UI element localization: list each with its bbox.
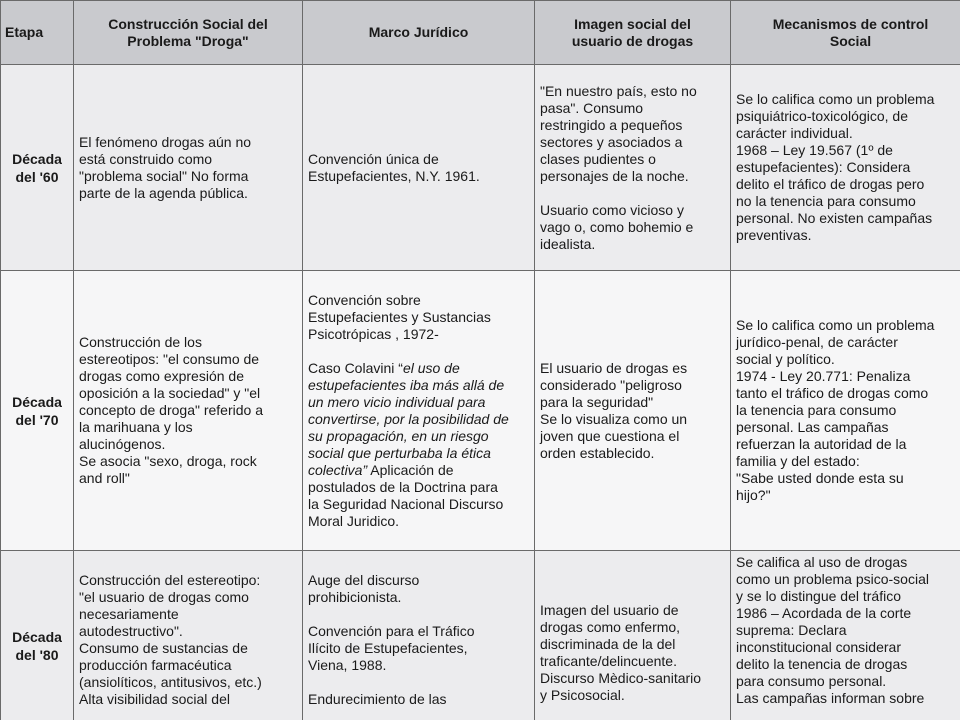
- mecanismos-cell: Se lo califica como un problema jurídico-penal, de carácter social y político. 1974 - Ley 20.771: Penaliza tanto el tráfico de drogas como la tenencia para consumo personal. Las campañas refuerzan la autoridad de la familia y del estado: "Sabe usted donde esta su hijo?": [731, 271, 960, 551]
- imagen-cell: "En nuestro país, esto no pasa". Consumo restringido a pequeños sectores y asociados a clases pudientes o personajes de la noche. Usuario como vicioso y vago o, como bohemio e idealista.: [535, 65, 731, 271]
- header-etapa: Etapa: [1, 1, 74, 65]
- header-marco: Marco Jurídico: [303, 1, 535, 65]
- colavini-quote: el uso de estupefacientes iba más allá de un mero vicio individual para convertirse, por la posibilidad de su propagación, en un riesgo social que perturbaba la ética colectiva”: [308, 359, 509, 478]
- marco-cell: Convención sobre Estupefacientes y Sustancias Psicotrópicas , 1972- Caso Colavini “el uso de estupefacientes iba más allá de un mero vicio individual para convertirse, por la posibilidad de su propagación, en un riesgo social que perturbaba la ética colectiva” Aplicación de postulados de la Doctrina para la Seguridad Nacional Discurso Moral Juridico.: [303, 271, 535, 551]
- table-row-80s: [1, 551, 960, 720]
- imagen-cell: El usuario de drogas es considerado "peligroso para la seguridad" Se lo visualiza como un joven que cuestiona el orden establecido.: [535, 271, 731, 551]
- mecanismos-cell: Se lo califica como un problema psiquiátrico-toxicológico, de carácter individual. 1968 – Ley 19.567 (1º de estupefacientes): Considera delito el tráfico de drogas pero no la tenencia para consumo personal. No existen campañas preventivas.: [731, 65, 960, 271]
- header-mecanismos: Mecanismos de control Social: [731, 1, 960, 65]
- mecanismos-cell: Se califica al uso de drogas como un problema psico-social y se lo distingue del tráfico 1986 – Acordada de la corte suprema: Declara inconstitucional considerar delito la tenencia de drogas para consumo personal. Las campañas informan sobre: [731, 551, 960, 720]
- construccion-cell: Construcción de los estereotipos: "el consumo de drogas como expresión de oposición a la sociedad" y "el concepto de droga" referido a la marihuana y los alucinógenos. Se asocia "sexo, droga, rock and roll": [74, 271, 303, 551]
- table-row-70s: [1, 271, 960, 551]
- header-imagen: Imagen social del usuario de drogas: [535, 1, 731, 65]
- etapa-cell: Década del '80: [1, 551, 74, 720]
- marco-cell: Convención única de Estupefacientes, N.Y. 1961.: [303, 65, 535, 271]
- marco-cell: Auge del discurso prohibicionista. Convención para el Tráfico Ilícito de Estupefacientes, Viena, 1988. Endurecimiento de las: [303, 551, 535, 720]
- imagen-cell: Imagen del usuario de drogas como enfermo, discriminada de la del traficante/delincuente. Discurso Mèdico-sanitario y Psicosocial.: [535, 551, 731, 720]
- etapa-cell: Década del '70: [1, 271, 74, 551]
- construccion-cell: Construcción del estereotipo: "el usuario de drogas como necesariamente autodestructivo". Consumo de sustancias de producción farmacéutica (ansiolíticos, antitusivos, etc.) Alta visibilidad social del: [74, 551, 303, 720]
- etapa-cell: Década del '60: [1, 65, 74, 271]
- table-row-60s: [1, 65, 960, 271]
- construccion-cell: El fenómeno drogas aún no está construido como "problema social" No forma parte de la agenda pública.: [74, 65, 303, 271]
- header-construccion: Construcción Social del Problema "Droga": [74, 1, 303, 65]
- header-row: [1, 1, 960, 65]
